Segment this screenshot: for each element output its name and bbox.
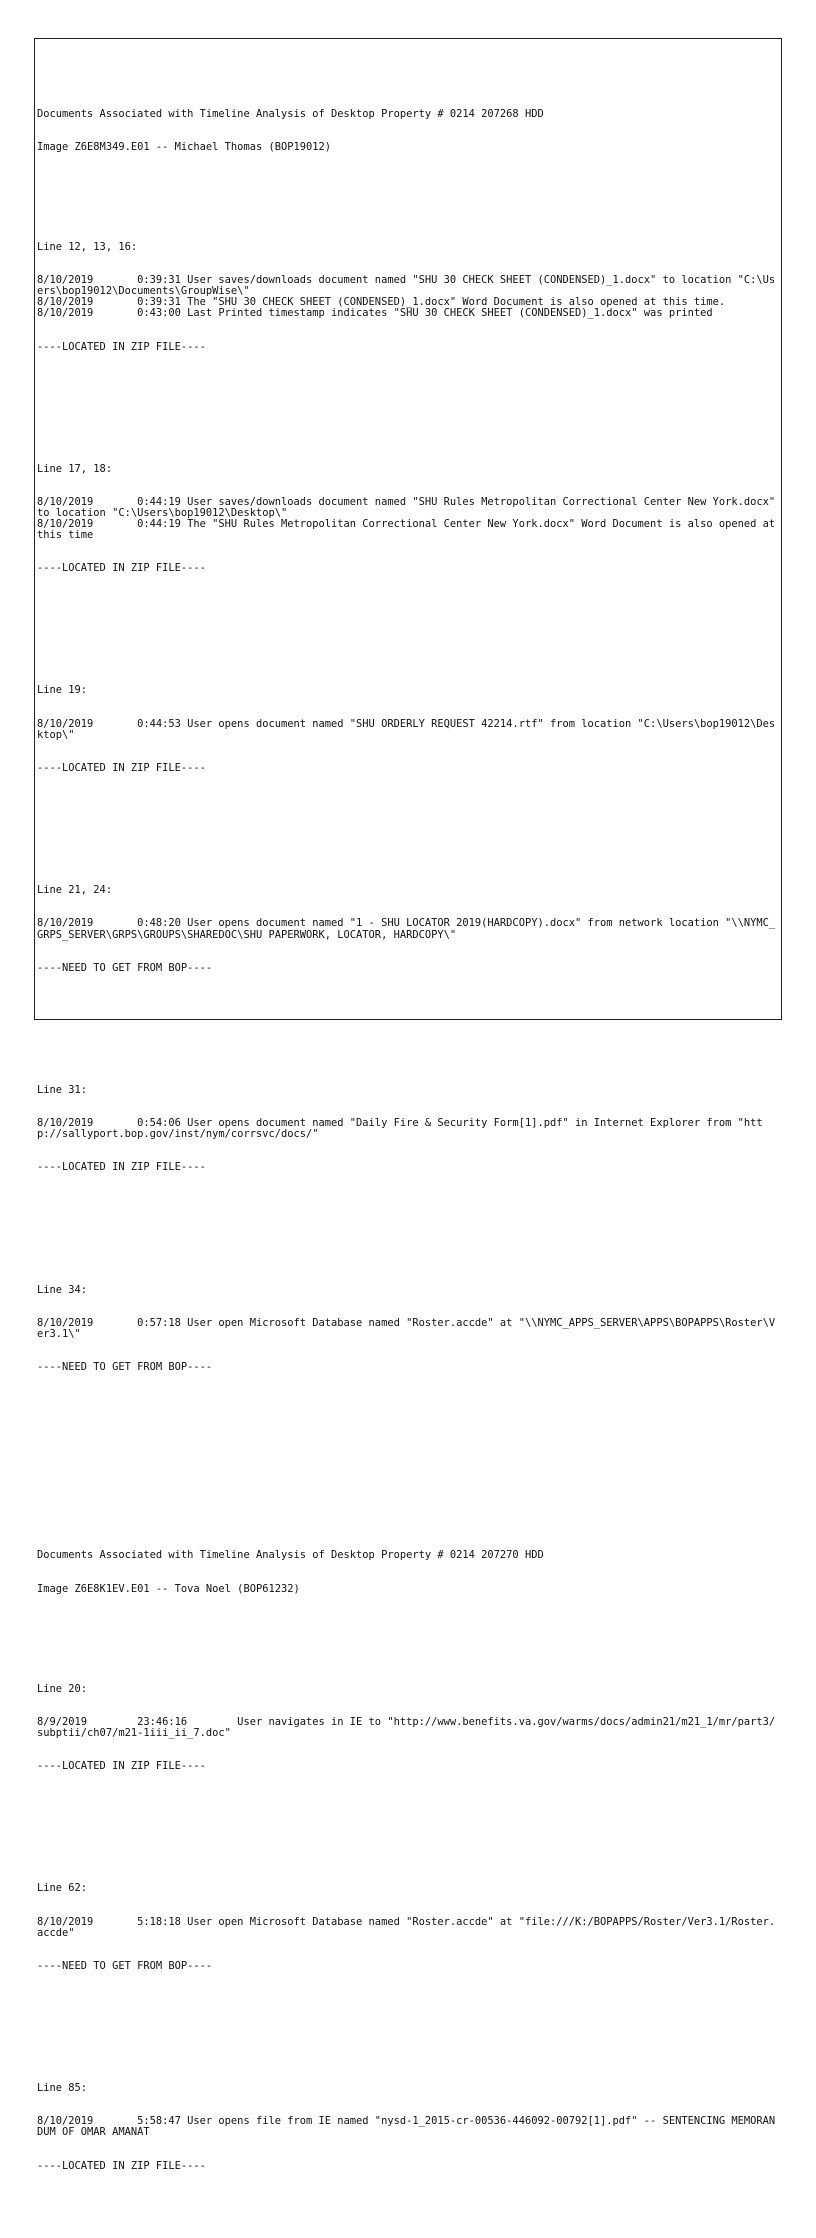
entry-line-ref: Line 31: [37,1083,88,1096]
entry [37,2061,779,2194]
entry [37,1661,779,1794]
entry-status: ----NEED TO GET FROM BOP---- [37,1959,213,1972]
entry-text: 8/10/2019 0:44:19 User saves/downloads document named "SHU Rules Metropolitan Correctional Center New York.docx" to location "C:\Users\bop19012\Desktop\" 8/10/2019 0:44:19 The "SHU Rules Metropolitan Correctional Center New York.docx" Word Document is also opened at this time [37,495,776,542]
entry-status: ----LOCATED IN ZIP FILE---- [37,562,206,575]
image-label: Image Z6E8K1EV.E01 -- Tova Noel (BOP61232) [37,1582,300,1595]
entry-status: ----LOCATED IN ZIP FILE---- [37,340,206,353]
entry-status: ----LOCATED IN ZIP FILE---- [37,762,206,775]
entry [37,1063,779,1196]
entry-text: 8/10/2019 5:58:47 User opens file from IE named "nysd-1_2015-cr-00536-446092-00792[1].pdf" -- SENTENCING MEMORANDUM OF OMAR AMANAT [37,2115,776,2139]
section [37,86,779,1417]
entry-line-ref: Line 21, 24: [37,884,113,897]
entry [37,441,779,596]
entry-line-ref: Line 62: [37,1882,88,1895]
entry-text: 8/9/2019 23:46:16 User navigates in IE to "http://www.benefits.va.gov/warms/docs/admin21/m21_1/mr/part3/subptii/ch07/m21-1iii_ii_7.doc" [37,1715,776,1739]
image-label: Image Z6E8M349.E01 -- Michael Thomas (BOP19012) [37,140,332,153]
entry-text: 8/10/2019 5:18:18 User open Microsoft Database named "Roster.accde" at "file:///K:/BOPAPPS/Roster/Ver3.1/Roster.accde" [37,1915,776,1939]
entry-line-ref: Line 19: [37,684,88,697]
section-heading: Documents Associated with Timeline Analysis of Desktop Property # 0214 207270 HDD [37,1549,544,1562]
entry-status: ----LOCATED IN ZIP FILE---- [37,2159,206,2172]
entry-status: ----LOCATED IN ZIP FILE---- [37,1760,206,1773]
entry-status: ----LOCATED IN ZIP FILE---- [37,1161,206,1174]
entry-text: 8/10/2019 0:48:20 User opens document named "1 - SHU LOCATOR 2019(HARDCOPY).docx" from network location "\\NYMC_GRPS_SERVER\GRPS\GROUPS\SHAREDOC\SHU PAPERWORK, LOCATOR, HARDCOPY\" [37,917,776,941]
section [37,1528,779,2216]
entry-line-ref: Line 20: [37,1682,88,1695]
entry-line-ref: Line 12, 13, 16: [37,240,138,253]
entry [37,220,779,375]
document-body [37,42,779,2238]
entry [37,1861,779,1994]
entry-text: 8/10/2019 0:54:06 User opens document named "Daily Fire & Security Form[1].pdf" in Internet Explorer from "http://sallyport.bop.gov/inst/nym/corrsvc/docs/" [37,1117,763,1141]
entry-text: 8/10/2019 0:44:53 User opens document named "SHU ORDERLY REQUEST 42214.rtf" from location "C:\Users\bop19012\Desktop\" [37,717,776,741]
entry [37,663,779,796]
entry-text: 8/10/2019 0:57:18 User open Microsoft Database named "Roster.accde" at "\\NYMC_APPS_SERVER\APPS\BOPAPPS\Roster\Ver3.1\" [37,1316,776,1340]
entry-line-ref: Line 17, 18: [37,462,113,475]
entry-line-ref: Line 34: [37,1283,88,1296]
entry-status: ----NEED TO GET FROM BOP---- [37,1361,213,1374]
entry [37,863,779,996]
entry-text: 8/10/2019 0:39:31 User saves/downloads document named "SHU 30 CHECK SHEET (CONDENSED)_1.docx" to location "C:\Users\bop19012\Documents\GroupWise\" 8/10/2019 0:39:31 The "SHU 30 CHECK SHEET (CONDENSED)_1.docx" Word Document is also opened at this time. 8/10/2019 0:43:00 Last Printed timestamp indicates "SHU 30 CHECK SHEET (CONDENSED)_1.docx" was printed [37,273,776,320]
entry-status: ----NEED TO GET FROM BOP---- [37,961,213,974]
entry [37,1262,779,1395]
section-heading: Documents Associated with Timeline Analysis of Desktop Property # 0214 207268 HDD [37,107,544,120]
entry-line-ref: Line 85: [37,2081,88,2094]
